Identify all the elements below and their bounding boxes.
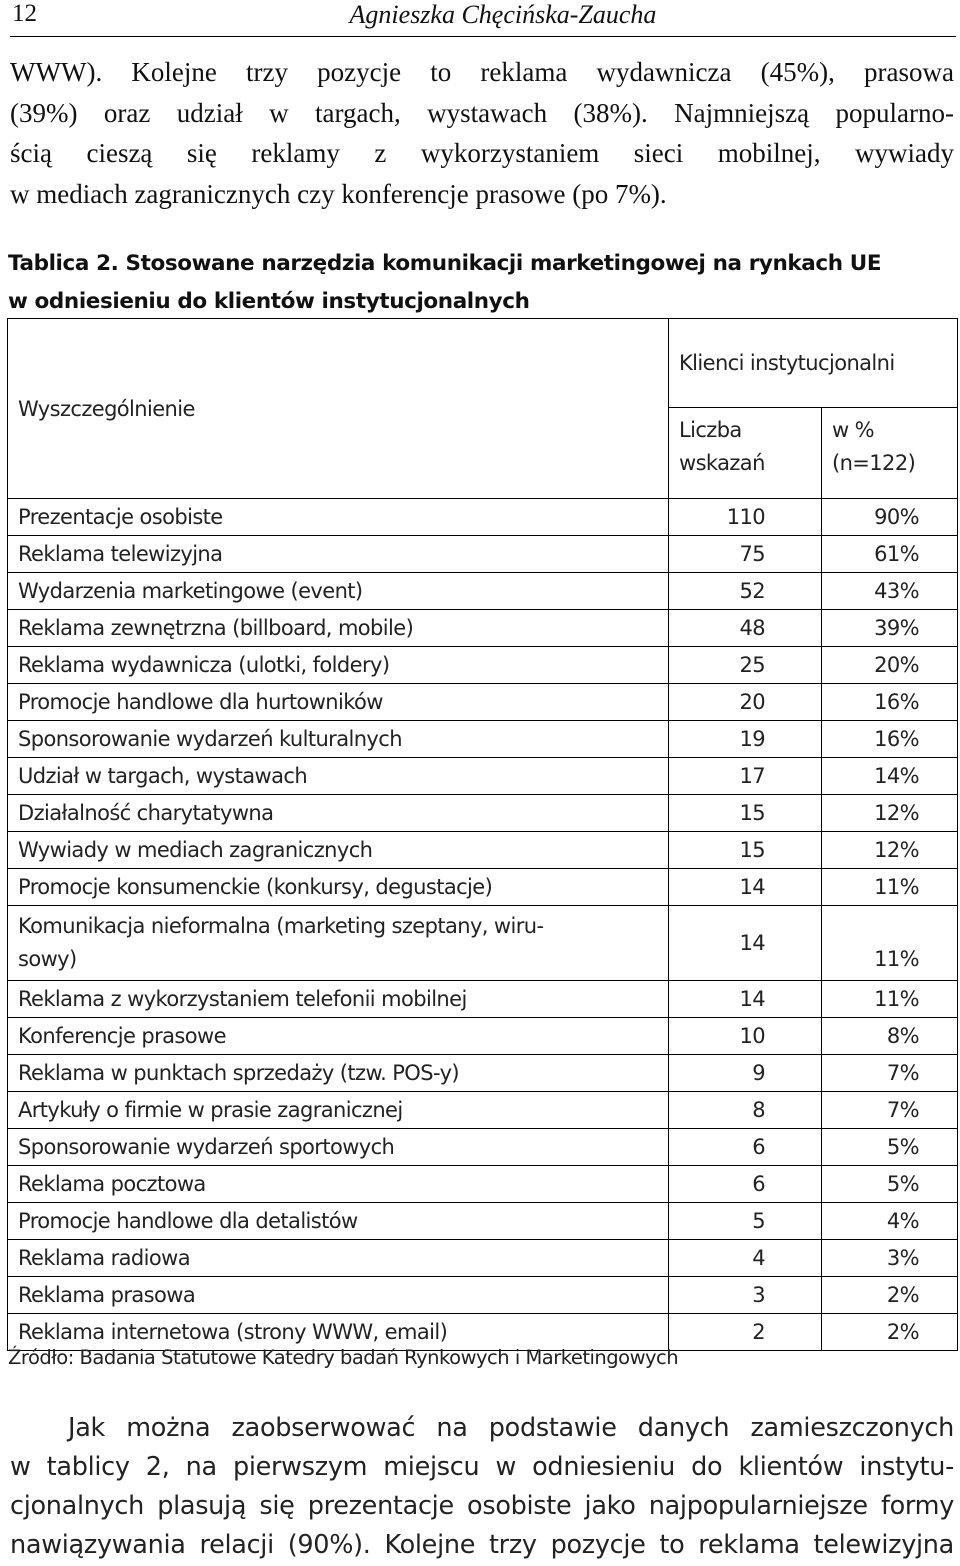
row-label: Promocje handlowe dla detalistów (8, 1203, 669, 1240)
row-count: 20 (669, 684, 822, 721)
row-percent: 2% (822, 1314, 958, 1351)
caption-line: Tablica 2. Stosowane narzędzia komunikacji marketingowej na rynkach UE (8, 251, 882, 276)
row-label: Reklama radiowa (8, 1240, 669, 1277)
row-percent: 20% (822, 647, 958, 684)
text-line: nawiązywania relacji (90%). Kolejne trzy pozycje to reklama telewizyjna (10, 1530, 954, 1560)
header-specification: Wyszczególnienie (8, 319, 669, 499)
table-caption (8, 245, 954, 321)
table-row (8, 758, 958, 795)
row-percent: 14% (822, 758, 958, 795)
row-percent: 8% (822, 1018, 958, 1055)
header-client-group: Klienci instytucjonalni (669, 319, 958, 408)
running-head: Agnieszka Chęcińska-Zaucha (349, 0, 657, 29)
row-percent: 12% (822, 832, 958, 869)
row-percent: 7% (822, 1092, 958, 1129)
row-label (8, 906, 669, 981)
row-count: 14 (669, 981, 822, 1018)
text-line: ścią cieszą się reklamy z wykorzystaniem sieci mobilnej, wywiady (10, 138, 954, 168)
table-row (8, 1314, 958, 1351)
row-label: Prezentacje osobiste (8, 499, 669, 536)
table-row (8, 869, 958, 906)
header-percent: w % (n=122) (822, 408, 958, 499)
row-percent: 11% (822, 906, 958, 981)
row-label: Reklama w punktach sprzedaży (tzw. POS-y) (8, 1055, 669, 1092)
table-row (8, 721, 958, 758)
page-number: 12 (12, 0, 37, 27)
row-percent: 90% (822, 499, 958, 536)
table-row (8, 795, 958, 832)
table-row (8, 1092, 958, 1129)
row-label: Reklama telewizyjna (8, 536, 669, 573)
text-line: (39%) oraz udział w targach, wystawach (38%). Najmniejszą popularno- (10, 97, 954, 128)
row-percent: 12% (822, 795, 958, 832)
row-count: 2 (669, 1314, 822, 1351)
row-percent: 7% (822, 1055, 958, 1092)
table-source: Źródło: Badania Statutowe Katedry badań Rynkowych i Marketingowych (8, 1346, 679, 1369)
row-label: Reklama pocztowa (8, 1166, 669, 1203)
row-count: 5 (669, 1203, 822, 1240)
row-percent: 11% (822, 981, 958, 1018)
row-label: Sponsorowanie wydarzeń sportowych (8, 1129, 669, 1166)
row-label: Wydarzenia marketingowe (event) (8, 573, 669, 610)
text-line: w tablicy 2, na pierwszym miejscu w odniesieniu do klientów instytu- (10, 1452, 954, 1482)
row-label: Artykuły o firmie w prasie zagranicznej (8, 1092, 669, 1129)
table-row (8, 1129, 958, 1166)
row-count: 15 (669, 795, 822, 832)
table-row (8, 684, 958, 721)
row-count: 10 (669, 1018, 822, 1055)
row-percent: 3% (822, 1240, 958, 1277)
row-label: Reklama wydawnicza (ulotki, foldery) (8, 647, 669, 684)
row-count: 14 (669, 869, 822, 906)
row-count: 3 (669, 1277, 822, 1314)
row-count: 25 (669, 647, 822, 684)
row-label: Sponsorowanie wydarzeń kulturalnych (8, 721, 669, 758)
table-row (8, 536, 958, 573)
header-count: Liczba wskazań (669, 408, 822, 499)
row-label: Reklama internetowa (strony WWW, email) (8, 1314, 669, 1351)
row-label-line: Komunikacja nieformalna (marketing szeptany, wiru- (18, 914, 544, 938)
row-label: Reklama prasowa (8, 1277, 669, 1314)
table-row (8, 499, 958, 536)
row-count: 75 (669, 536, 822, 573)
table-row (8, 647, 958, 684)
row-count: 48 (669, 610, 822, 647)
text-line: Jak można zaobserwować na podstawie danych zamieszczonych (68, 1413, 954, 1443)
table-row (8, 1277, 958, 1314)
row-percent: 61% (822, 536, 958, 573)
row-count: 15 (669, 832, 822, 869)
row-percent: 4% (822, 1203, 958, 1240)
row-label: Promocje handlowe dla hurtowników (8, 684, 669, 721)
row-count: 6 (669, 1166, 822, 1203)
caption-line: w odniesieniu do klientów instytucjonalnych (8, 289, 530, 314)
row-label-line: sowy) (18, 947, 77, 971)
table-row (8, 1018, 958, 1055)
row-label: Konferencje prasowe (8, 1018, 669, 1055)
table-row (8, 610, 958, 647)
row-count: 8 (669, 1092, 822, 1129)
row-label: Promocje konsumenckie (konkursy, degustacje) (8, 869, 669, 906)
row-count: 19 (669, 721, 822, 758)
table-row (8, 906, 958, 981)
row-count: 6 (669, 1129, 822, 1166)
outro-paragraph (10, 1409, 954, 1565)
row-percent: 43% (822, 573, 958, 610)
row-label: Działalność charytatywna (8, 795, 669, 832)
table-row (8, 832, 958, 869)
row-percent: 16% (822, 684, 958, 721)
row-percent: 2% (822, 1277, 958, 1314)
row-percent: 39% (822, 610, 958, 647)
row-label: Reklama zewnętrzna (billboard, mobile) (8, 610, 669, 647)
row-count: 110 (669, 499, 822, 536)
row-label: Wywiady w mediach zagranicznych (8, 832, 669, 869)
table-row (8, 981, 958, 1018)
page-header (10, 0, 956, 37)
row-percent: 5% (822, 1129, 958, 1166)
row-percent: 16% (822, 721, 958, 758)
table-row (8, 1203, 958, 1240)
intro-paragraph (10, 52, 954, 214)
row-count: 52 (669, 573, 822, 610)
tools-table (7, 318, 958, 1351)
text-line: WWW). Kolejne trzy pozycje to reklama wydawnicza (45%), prasowa (10, 57, 954, 87)
row-label: Reklama z wykorzystaniem telefonii mobilnej (8, 981, 669, 1018)
table-row (8, 1240, 958, 1277)
text-line: cjonalnych plasują się prezentacje osobiste jako najpopularniejsze formy (10, 1491, 954, 1521)
row-count: 14 (669, 906, 822, 981)
row-percent: 5% (822, 1166, 958, 1203)
text-line: w mediach zagranicznych czy konferencje prasowe (po 7%). (10, 178, 667, 209)
row-percent: 11% (822, 869, 958, 906)
table-row (8, 1055, 958, 1092)
row-count: 4 (669, 1240, 822, 1277)
row-count: 17 (669, 758, 822, 795)
row-label: Udział w targach, wystawach (8, 758, 669, 795)
table-row (8, 1166, 958, 1203)
row-count: 9 (669, 1055, 822, 1092)
table-row (8, 573, 958, 610)
